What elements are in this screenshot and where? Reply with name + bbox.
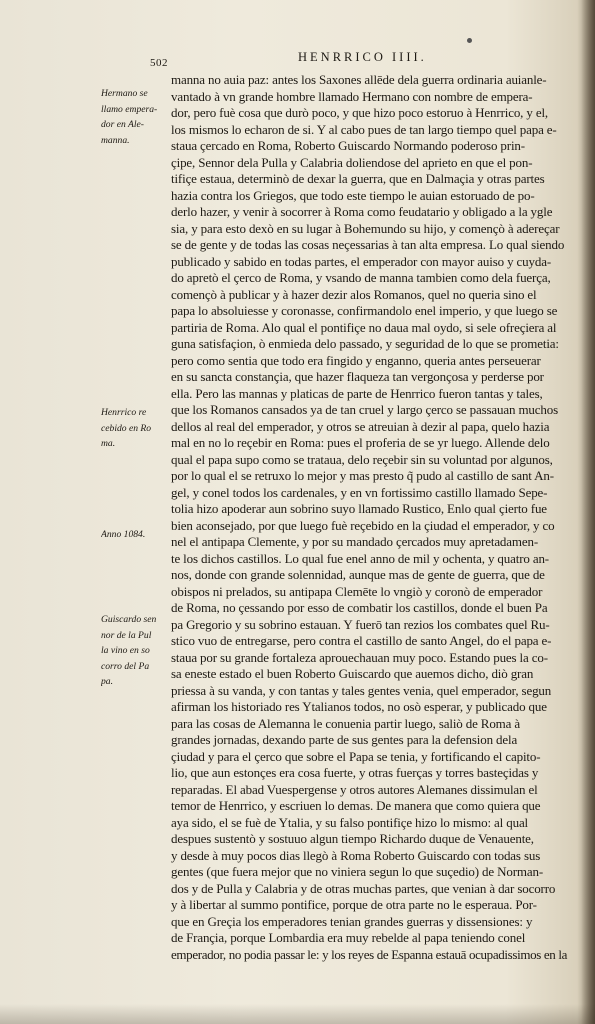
text-line: te los dichos castillos. Lo qual fue enel anno de mil y ochenta, y quatro an- <box>171 550 549 566</box>
running-head: HENRRICO IIII. <box>298 50 427 64</box>
text-line: do apretò el çerco de Roma, y vsando de manna tambien como dela fuerça, <box>171 270 551 285</box>
text-line: que los Romanos cansados ya de tan cruel y largo çerco se passauan muchos <box>171 402 558 417</box>
margin-note <box>101 612 171 690</box>
body-text <box>171 72 571 963</box>
text-line: gentes (que fuera mejor que no viniera segun lo que suçedio) de Norman- <box>171 864 543 879</box>
margin-note-line: llamo empera- <box>101 103 158 115</box>
text-line: despues sustentò y sostuuo algun tiempo Richardo duque de Venauente, <box>171 831 534 846</box>
text-line: temor de Henrrico, y escriuen lo demas. De manera que como quiera que <box>171 798 541 813</box>
gutter-shadow <box>581 0 595 1024</box>
text-line: hazia contra los Griegos, que todo este tiempo le auian estoruado de po- <box>171 187 535 203</box>
margin-note-line: pa. <box>101 676 113 687</box>
margin-note-line: cebido en Ro <box>101 422 152 434</box>
text-line: pa Gregorio y su sobrino estauan. Y fuerō tan rezios los combates quel Ru- <box>171 616 550 632</box>
margin-note-line: manna. <box>101 134 130 146</box>
text-line: reparadas. El abad Vuespergense y otros autores Alemanes dissimulan el <box>171 781 538 797</box>
text-line: stico vuo de entregarse, pero contra el castillo de santo Angel, do el papa e- <box>171 633 552 648</box>
text-line: partiria de Roma. Alo qual el pontifiçe no daua mal oydo, si sele ofreçiera al <box>171 319 557 335</box>
text-line: de Françia, porque Lombardia era muy rebelde al papa teniendo conel <box>171 930 526 945</box>
text-line: mal en no lo reçebir en Roma: pues el proferia de se yr luego. Allende delo <box>171 435 550 450</box>
margin-note-line: Hermano se <box>101 88 148 99</box>
text-line: grandes jornadas, dexando parte de sus gentes para la defension dela <box>171 732 518 747</box>
page-number: 502 <box>150 57 168 69</box>
text-line: staua çercado en Roma, Roberto Guiscardo Normando poderoso prin- <box>171 138 525 153</box>
text-line: aya sido, el se fuè de Ytalia, y su falso pontifiçe hizo lo mismo: al qual <box>171 814 529 830</box>
margin-note-line: nor de la Pul <box>101 629 152 641</box>
margin-note <box>101 405 171 452</box>
text-line: los mismos lo echaron de si. Y al cabo pues de tan largo tiempo quel papa e- <box>171 121 557 137</box>
text-line: vantado à vn grande hombre llamado Hermano con nombre de empera- <box>171 88 533 104</box>
text-line: pero como sentia que todo era fingido y enganno, queria antes perseuerar <box>171 352 541 368</box>
text-line: ella. Pero las mannas y platicas de parte de Henrrico fueron tantas y tales, <box>171 385 543 401</box>
text-line: para las cosas de Alemanna le conuenia partir luego, saliò de Roma à <box>171 715 520 731</box>
text-line: nel el antipapa Clemente, y por su mandado çercados muy apretadamen- <box>171 534 539 549</box>
text-line: qual el papa supo como se trataua, delo reçebir sin su voluntad por algunos, <box>171 451 553 467</box>
text-line: sa eneste estado el buen Roberto Guiscardo que auemos dicho, diò gran <box>171 666 534 681</box>
text-line: lio, que aun estonçes era cosa fuerte, y otras fuerças y torres basteçidas y <box>171 765 539 780</box>
margin-note-line: Henrrico re <box>101 407 147 418</box>
text-line: manna no auia paz: antes los Saxones allēde dela guerra ordinaria auianle- <box>171 72 547 87</box>
text-line: gel, y conel todos los cardenales, y en vn fortissimo castillo llamado Sepe- <box>171 484 548 500</box>
text-line: tolia hizo apoderar aun sobrino suyo llamado Rustico, Enlo qual çierto fue <box>171 501 547 516</box>
margin-note-line: la vino en so <box>101 645 150 656</box>
text-line: y à libertar al summo pontifice, porque de otra parte no le esperaua. Por- <box>171 897 537 912</box>
text-line: tifiçe estaua, determinò de dexar la guerra, que en Dalmaçia y otras partes <box>171 171 545 186</box>
text-line: sia, y para esto dexò en su lugar à Bohemundo su hijo, y començò à adereçar <box>171 220 560 236</box>
text-line: dor, pero fuè cosa que durò poco, y que hizo poco estoruo à Henrrico, y el, <box>171 105 549 120</box>
margin-note-line: dor en Ale- <box>101 119 144 130</box>
margin-note-line: Guiscardo sen <box>101 614 157 625</box>
page-bottom-edge <box>0 1004 595 1024</box>
text-line: de Roma, no çessando por esso de combatir los castillos, donde el buen Pa <box>171 600 548 615</box>
text-line: que en Greçia los emperadores tenian grandes guerras y dissensiones: y <box>171 913 533 929</box>
text-line: nos, donde con grande solennidad, aunque mas de gente de guerra, que de <box>171 567 545 582</box>
text-line: priessa à su vanda, y con tantas y tales gentes venia, quel emperador, segun <box>171 682 552 698</box>
text-line: emperador, no podia passar le: y los reyes de Espanna estauā ocupadissimos en la <box>171 946 568 962</box>
printer-dot-mark <box>467 38 472 43</box>
text-line: afirman los historiado res Ytalianos todos, no osò esperar, y publicado que <box>171 699 547 714</box>
text-line: bien aconsejado, por que luego fuè reçebido en la çiudad el emperador, y co <box>171 517 555 533</box>
text-line: por lo qual el se retruxo lo mejor y mas presto q̃ pudo al castillo de sant An- <box>171 468 554 483</box>
text-line: començò à publicar y à hazer dezir alos Romanos, quel no queria sino el <box>171 286 537 302</box>
margin-note <box>101 527 171 543</box>
text-line: dellos al real del emperador, y otros se atreuian à dezir al papa, quelo hazia <box>171 418 550 434</box>
text-line: guna satisfaçion, ò enmieda delo passado, y seguridad de lo que se prometia: <box>171 336 559 351</box>
margin-note-line: ma. <box>101 438 116 449</box>
text-line: derlo hazer, y venir à socorrer à Roma como feudatario y obligado a la ygle <box>171 204 553 219</box>
text-line: çiudad y para el çerco que sobre el Papa se tenia, y fortificando el capito- <box>171 748 541 764</box>
margin-note-line: Anno 1084. <box>101 529 146 540</box>
text-line: y desde à muy pocos dias llegò à Roma Roberto Guiscardo con todas sus <box>171 847 541 863</box>
text-line: publicado y sabido en todas partes, el emperador con mayor auiso y cuyda- <box>171 253 552 269</box>
text-line: çipe, Sennor dela Pulla y Calabria doliendose del aprieto en que el pon- <box>171 154 533 170</box>
margin-note-line: corro del Pa <box>101 660 150 672</box>
text-line: dos y de Pulla y Calabria y de otras muchas partes, que venian à dar socorro <box>171 880 556 896</box>
text-line: staua por su grande fortaleza aprouechauan muy poco. Estando pues la co- <box>171 649 548 665</box>
text-line: papa lo absoluiesse y coronasse, confirmandolo enel imperio, y que luego se <box>171 303 558 318</box>
text-line: se de gente y de todas las cosas neçessarias à tan alta empresa. Lo qual siendo <box>171 237 565 252</box>
margin-note <box>101 86 171 148</box>
text-line: obispos ni prelados, su antipapa Clemēte lo vngiò y coronò de emperador <box>171 583 543 599</box>
text-line: en su sancta constançia, que hazer flaqueza tan vergonçosa y perderse por <box>171 369 544 384</box>
